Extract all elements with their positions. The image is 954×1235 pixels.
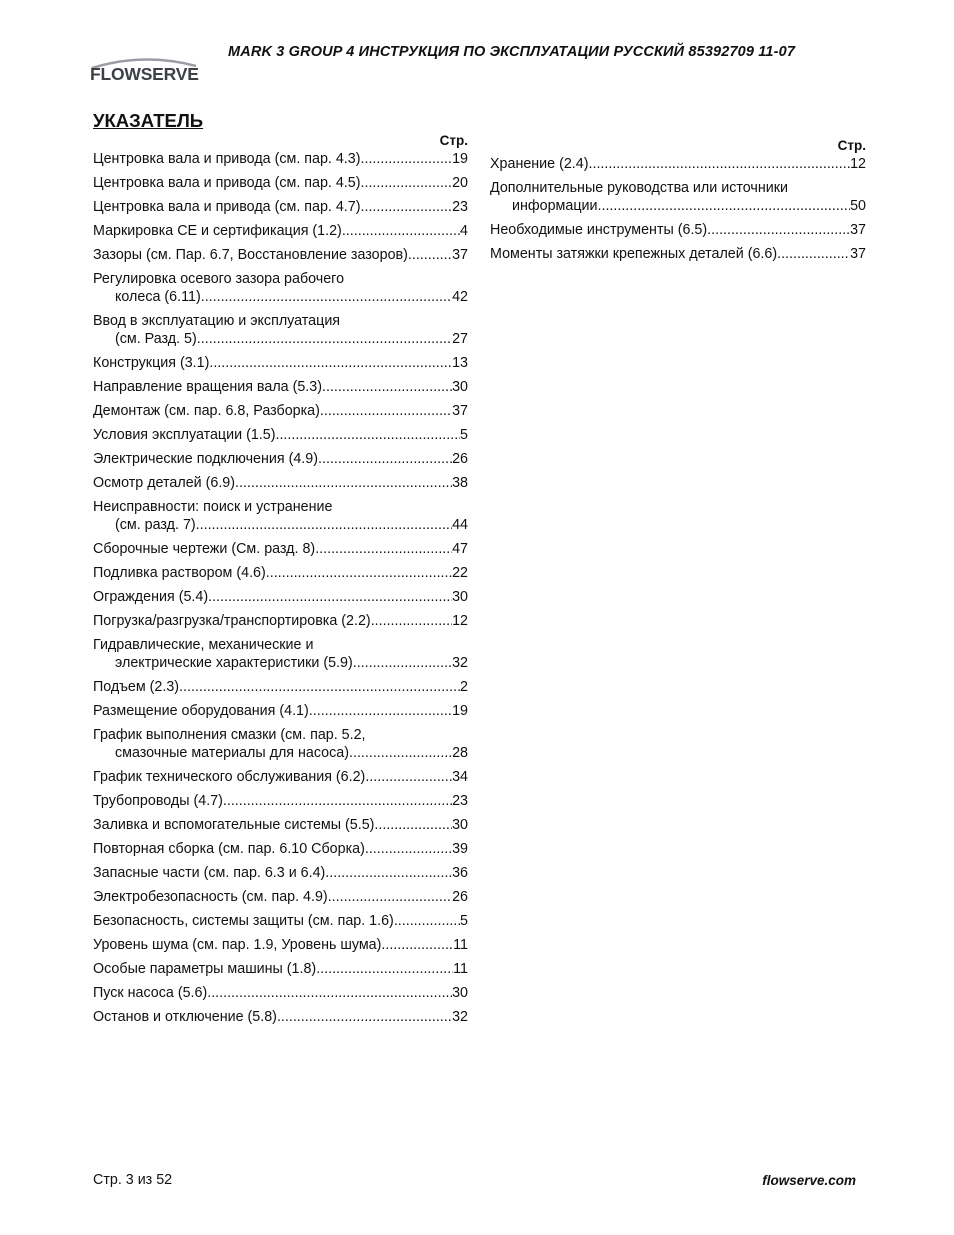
index-entry[interactable]	[93, 402, 468, 420]
index-entry-page: 32	[452, 655, 468, 671]
index-entry[interactable]	[93, 564, 468, 582]
index-entry-page: 34	[452, 769, 468, 785]
index-entry-page: 4	[460, 223, 468, 239]
index-entry[interactable]	[93, 840, 468, 858]
index-entry-line	[93, 246, 468, 264]
index-entry[interactable]	[93, 426, 468, 444]
index-entry-text: Неисправности: поиск и устранение	[93, 499, 333, 515]
dot-leader	[235, 474, 452, 492]
website-link[interactable]: flowserve.com	[762, 1173, 856, 1188]
page-column-header: Стр.	[439, 133, 468, 148]
index-entry-text: Погрузка/разгрузка/транспортировка (2.2)	[93, 613, 371, 629]
dot-leader	[179, 678, 460, 696]
index-entry[interactable]	[490, 245, 866, 263]
index-entry[interactable]	[93, 1008, 468, 1026]
index-entry[interactable]	[93, 312, 468, 348]
index-entry-line	[93, 816, 468, 834]
index-entry-text: Безопасность, системы защиты (см. пар. 1.6)	[93, 913, 394, 929]
section-title: УКАЗАТЕЛЬ	[93, 110, 204, 131]
index-entry-text: Необходимые инструменты (6.5)	[490, 222, 708, 238]
index-entry-text: Ограждения (5.4)	[93, 589, 209, 605]
index-entry-page: 30	[452, 985, 468, 1001]
index-entry-text: Запасные части (см. пар. 6.3 и 6.4)	[93, 865, 326, 881]
dot-leader	[275, 426, 460, 444]
index-entry-line	[93, 840, 468, 858]
page-column-header: Стр.	[837, 138, 866, 153]
logo-text: FLOWSERVE	[90, 64, 199, 84]
dot-leader	[320, 402, 452, 420]
index-entry-line	[93, 198, 468, 216]
index-entry-page: 13	[452, 355, 468, 371]
index-entry-page: 28	[452, 745, 468, 761]
dot-leader	[394, 912, 460, 930]
index-entry-text: Подъем (2.3)	[93, 679, 180, 695]
dot-leader	[381, 936, 453, 954]
dot-leader	[361, 198, 453, 216]
index-entry-text: Центровка вала и привода (см. пар. 4.5)	[93, 175, 361, 191]
dot-leader	[277, 1008, 452, 1026]
index-entry-line	[490, 155, 866, 173]
index-entry-text: Центровка вала и привода (см. пар. 4.3)	[93, 151, 361, 167]
dot-leader	[318, 450, 452, 468]
index-entry-page: 37	[850, 246, 866, 262]
index-entry-page: 44	[452, 517, 468, 533]
index-entry-page: 37	[452, 403, 468, 419]
dot-leader	[316, 960, 453, 978]
index-entry[interactable]	[93, 270, 468, 306]
index-entry-line	[93, 474, 468, 492]
index-entry-text: информации	[512, 198, 598, 214]
index-entry-page: 39	[452, 841, 468, 857]
index-entry-text: График технического обслуживания (6.2)	[93, 769, 366, 785]
index-entry-page: 11	[453, 961, 468, 977]
index-entry-text: Останов и отключение (5.8)	[93, 1009, 277, 1025]
index-entry-page: 5	[460, 427, 468, 443]
index-entry-line	[93, 150, 468, 168]
index-entry-line	[93, 912, 468, 930]
index-entry[interactable]	[490, 179, 866, 215]
index-entry-line	[93, 270, 468, 288]
index-entry[interactable]	[93, 726, 468, 762]
index-entry-text: Трубопроводы (4.7)	[93, 793, 223, 809]
index-entry-text: Гидравлические, механические и	[93, 637, 314, 653]
dot-leader	[315, 540, 452, 558]
index-entry[interactable]	[93, 588, 468, 606]
index-entry[interactable]	[93, 198, 468, 216]
dot-leader	[408, 246, 452, 264]
index-entry-text: Зазоры (см. Пар. 6.7, Восстановление зазоров)	[93, 247, 408, 263]
index-entry-text: Электрические подключения (4.9)	[93, 451, 318, 467]
index-entry-line	[93, 702, 468, 720]
index-entry-line	[93, 588, 468, 606]
dot-leader	[197, 330, 452, 348]
dot-leader	[207, 984, 452, 1002]
dot-leader	[353, 654, 452, 672]
index-entry-page: 36	[452, 865, 468, 881]
index-entry-page: 23	[452, 793, 468, 809]
index-entry[interactable]	[93, 888, 468, 906]
dot-leader	[349, 744, 452, 762]
dot-leader	[309, 702, 452, 720]
index-entry-line	[93, 312, 468, 330]
index-entry-page: 26	[452, 889, 468, 905]
index-entry-text: Пуск насоса (5.6)	[93, 985, 208, 1001]
index-entry[interactable]	[93, 768, 468, 786]
index-entry-text: Моменты затяжки крепежных деталей (6.6)	[490, 246, 778, 262]
index-entry-line	[93, 498, 468, 516]
index-entry-line	[93, 354, 468, 372]
index-entry[interactable]	[93, 678, 468, 696]
index-entry-line	[93, 378, 468, 396]
dot-leader	[371, 612, 452, 630]
dot-leader	[201, 288, 452, 306]
index-entry-line	[93, 654, 468, 672]
index-entry[interactable]	[93, 150, 468, 168]
index-entry-line	[93, 402, 468, 420]
index-entry[interactable]	[93, 702, 468, 720]
page-number: Стр. 3 из 52	[93, 1172, 173, 1188]
index-entry-line	[93, 726, 468, 744]
index-entry[interactable]	[93, 354, 468, 372]
index-entry[interactable]	[93, 792, 468, 810]
index-entry-line	[93, 222, 468, 240]
dot-leader	[361, 150, 453, 168]
dot-leader	[598, 197, 851, 215]
index-entry-page: 19	[452, 151, 468, 167]
index-entry-line	[93, 744, 468, 762]
dot-leader	[196, 516, 452, 534]
dot-leader	[209, 354, 452, 372]
index-entry-text: (см. Разд. 5)	[115, 331, 197, 347]
index-entry-page: 30	[452, 589, 468, 605]
index-entry-text: Особые параметры машины (1.8)	[93, 961, 317, 977]
index-entry[interactable]	[93, 636, 468, 672]
index-entry-page: 50	[850, 198, 866, 214]
index-entry-page: 27	[452, 331, 468, 347]
index-entry-page: 26	[452, 451, 468, 467]
index-entry-text: электрические характеристики (5.9)	[115, 655, 353, 671]
dot-leader	[328, 888, 452, 906]
index-entry[interactable]	[93, 960, 468, 978]
index-entry[interactable]	[93, 498, 468, 534]
index-entry-line	[93, 450, 468, 468]
index-entry-text: Конструкция (3.1)	[93, 355, 210, 371]
index-entry[interactable]	[490, 155, 866, 173]
index-entry-text: График выполнения смазки (см. пар. 5.2,	[93, 727, 366, 743]
index-entry-page: 19	[452, 703, 468, 719]
index-entry-page: 37	[850, 222, 866, 238]
index-entry-page: 11	[453, 937, 468, 953]
index-entry[interactable]	[93, 612, 468, 630]
index-entry[interactable]	[93, 936, 468, 954]
index-entry[interactable]	[93, 246, 468, 264]
index-entry[interactable]	[93, 222, 468, 240]
index-entry-text: Маркировка CE и сертификация (1.2)	[93, 223, 342, 239]
dot-leader	[589, 155, 851, 173]
index-entry-line	[93, 612, 468, 630]
index-entry[interactable]	[93, 174, 468, 192]
dot-leader	[374, 816, 452, 834]
index-entry-page: 38	[452, 475, 468, 491]
index-entry[interactable]	[93, 450, 468, 468]
index-entry-page: 37	[452, 247, 468, 263]
index-entry[interactable]	[490, 221, 866, 239]
flowserve-logo	[88, 56, 204, 92]
index-entry-text: Демонтаж (см. пар. 6.8, Разборка)	[93, 403, 320, 419]
index-entry-line	[93, 864, 468, 882]
index-entry-line	[93, 888, 468, 906]
index-entry[interactable]	[93, 816, 468, 834]
dot-leader	[342, 222, 460, 240]
index-entry[interactable]	[93, 864, 468, 882]
index-entry-line	[93, 792, 468, 810]
index-entry-line	[490, 245, 866, 263]
dot-leader	[223, 792, 452, 810]
index-entry-line	[490, 197, 866, 215]
index-entry-text: Направление вращения вала (5.3)	[93, 379, 322, 395]
index-entry-text: Хранение (2.4)	[490, 156, 589, 172]
dot-leader	[325, 864, 452, 882]
index-entry-text: Центровка вала и привода (см. пар. 4.7)	[93, 199, 361, 215]
index-entries-left	[93, 150, 468, 1026]
index-entry-page: 47	[452, 541, 468, 557]
index-entry-page: 12	[452, 613, 468, 629]
index-entry-page: 32	[452, 1009, 468, 1025]
index-entry-text: Подливка раствором (4.6)	[93, 565, 266, 581]
index-entry-text: Сборочные чертежи (См. разд. 8)	[93, 541, 316, 557]
index-entry-line	[93, 330, 468, 348]
index-entry-text: (см. разд. 7)	[115, 517, 196, 533]
index-entry-page: 42	[452, 289, 468, 305]
index-entry-text: Повторная сборка (см. пар. 6.10 Сборка)	[93, 841, 365, 857]
index-entry-text: колеса (6.11)	[115, 289, 201, 305]
index-entry-text: смазочные материалы для насоса)	[115, 745, 349, 761]
index-entry-line	[93, 768, 468, 786]
index-entry-line	[93, 426, 468, 444]
index-entry-page: 2	[460, 679, 468, 695]
index-entries-right	[490, 155, 866, 263]
index-entry-text: Дополнительные руководства или источники	[490, 180, 788, 196]
index-entry-page: 30	[452, 817, 468, 833]
index-entry[interactable]	[93, 912, 468, 930]
index-entry-page: 20	[452, 175, 468, 191]
index-entry-page: 30	[452, 379, 468, 395]
index-entry-line	[490, 179, 866, 197]
dot-leader	[361, 174, 453, 192]
index-entry[interactable]	[93, 474, 468, 492]
dot-leader	[365, 840, 452, 858]
dot-leader	[322, 378, 452, 396]
index-entry-page: 12	[850, 156, 866, 172]
index-entry-text: Электробезопасность (см. пар. 4.9)	[93, 889, 328, 905]
dot-leader	[266, 564, 452, 582]
index-entry-line	[93, 564, 468, 582]
index-entry-page: 22	[452, 565, 468, 581]
index-entry[interactable]	[93, 984, 468, 1002]
index-entry-line	[93, 1008, 468, 1026]
index-entry-text: Осмотр деталей (6.9)	[93, 475, 236, 491]
index-entry-line	[93, 984, 468, 1002]
index-entry-text: Заливка и вспомогательные системы (5.5)	[93, 817, 375, 833]
dot-leader	[707, 221, 850, 239]
index-entry-page: 5	[460, 913, 468, 929]
index-entry-line	[93, 174, 468, 192]
index-entry-text: Размещение оборудования (4.1)	[93, 703, 309, 719]
index-entry-text: Условия эксплуатации (1.5)	[93, 427, 276, 443]
index-entry[interactable]	[93, 540, 468, 558]
index-entry-text: Регулировка осевого зазора рабочего	[93, 271, 345, 287]
index-entry-line	[490, 221, 866, 239]
index-entry-line	[93, 636, 468, 654]
index-entry-text: Уровень шума (см. пар. 1.9, Уровень шума)	[93, 937, 382, 953]
index-entry-line	[93, 516, 468, 534]
index-column-right	[490, 137, 866, 269]
index-entry-line	[93, 288, 468, 306]
dot-leader	[208, 588, 452, 606]
index-entry[interactable]	[93, 378, 468, 396]
index-entry-line	[93, 960, 468, 978]
index-entry-text: Ввод в эксплуатацию и эксплуатация	[93, 313, 341, 329]
index-entry-line	[93, 936, 468, 954]
dot-leader	[777, 245, 850, 263]
document-header-title: MARK 3 GROUP 4 ИНСТРУКЦИЯ ПО ЭКСПЛУАТАЦИИ РУССКИЙ 85392709 11-07	[228, 44, 796, 60]
index-entry-line	[93, 678, 468, 696]
index-column-left	[93, 132, 468, 1032]
index-entry-page: 23	[452, 199, 468, 215]
index-entry-line	[93, 540, 468, 558]
dot-leader	[365, 768, 452, 786]
